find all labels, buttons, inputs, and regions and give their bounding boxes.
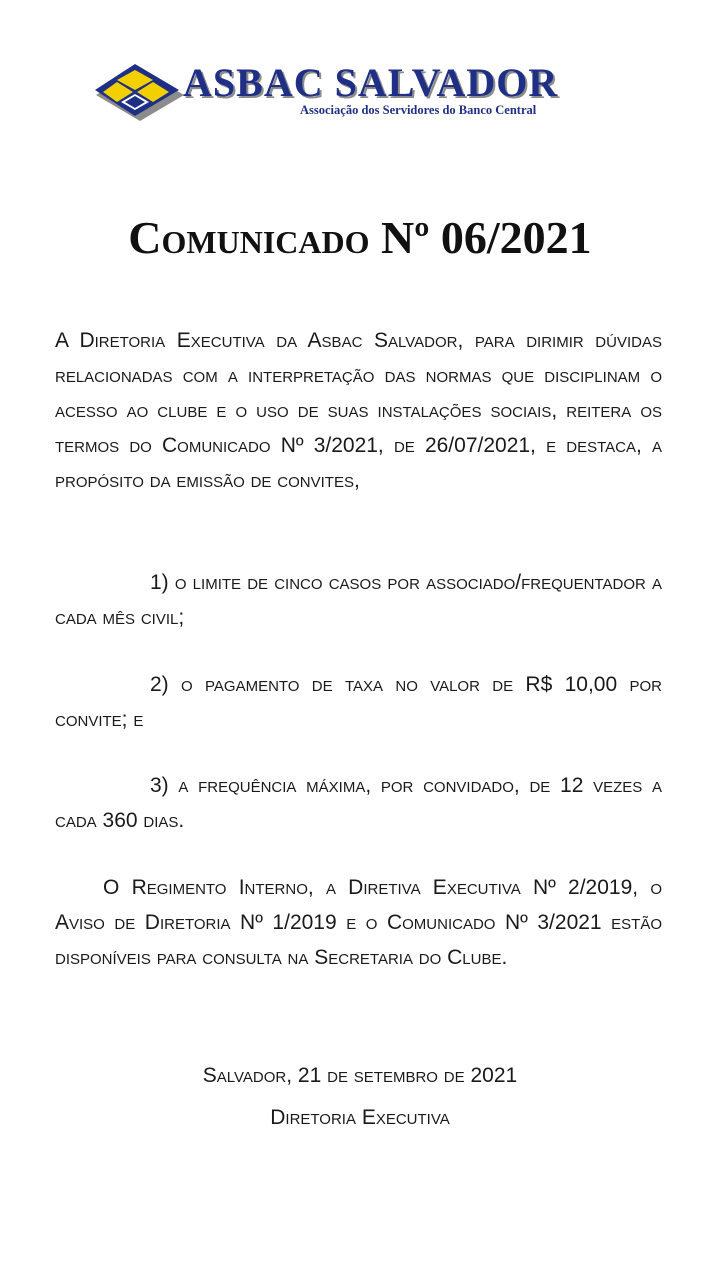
list-item: 2) o pagamento de taxa no valor de R$ 10,00 por convite; e bbox=[55, 673, 662, 731]
asbac-logo bbox=[95, 60, 625, 122]
document-title: Comunicado Nº 06/2021 bbox=[128, 212, 592, 263]
logo-title: ASBAC SALVADOR bbox=[183, 60, 559, 105]
list-item: 3) a frequência máxima, por convidado, de 12 vezes a cada 360 dias. bbox=[55, 774, 662, 832]
date-line: Salvador, 21 de setembro de 2021 bbox=[202, 1064, 518, 1087]
list-item: 1) o limite de cinco casos por associado/frequentador a cada mês civil; bbox=[55, 571, 662, 629]
logo-subtitle: Associação dos Servidores do Banco Central bbox=[300, 103, 537, 117]
diamond-logo-icon bbox=[95, 60, 185, 122]
intro-paragraph: A Diretoria Executiva da Asbac Salvador, para dirimir dúvidas relacionadas com a interpretação das normas que disciplinam o acesso ao clube e o uso de suas instalações sociais, reitera os termos do Comunicado Nº 3/2021, de 26/07/2021, e destaca, a propósito da emissão de convites, bbox=[55, 329, 662, 492]
regimento-paragraph: O Regimento Interno, a Diretiva Executiva Nº 2/2019, o Aviso de Diretoria Nº 1/2019 e o Comunicado Nº 3/2021 estão disponíveis para consulta na Secretaria do Clube. bbox=[55, 876, 662, 969]
signature-line: Diretoria Executiva bbox=[270, 1106, 450, 1129]
